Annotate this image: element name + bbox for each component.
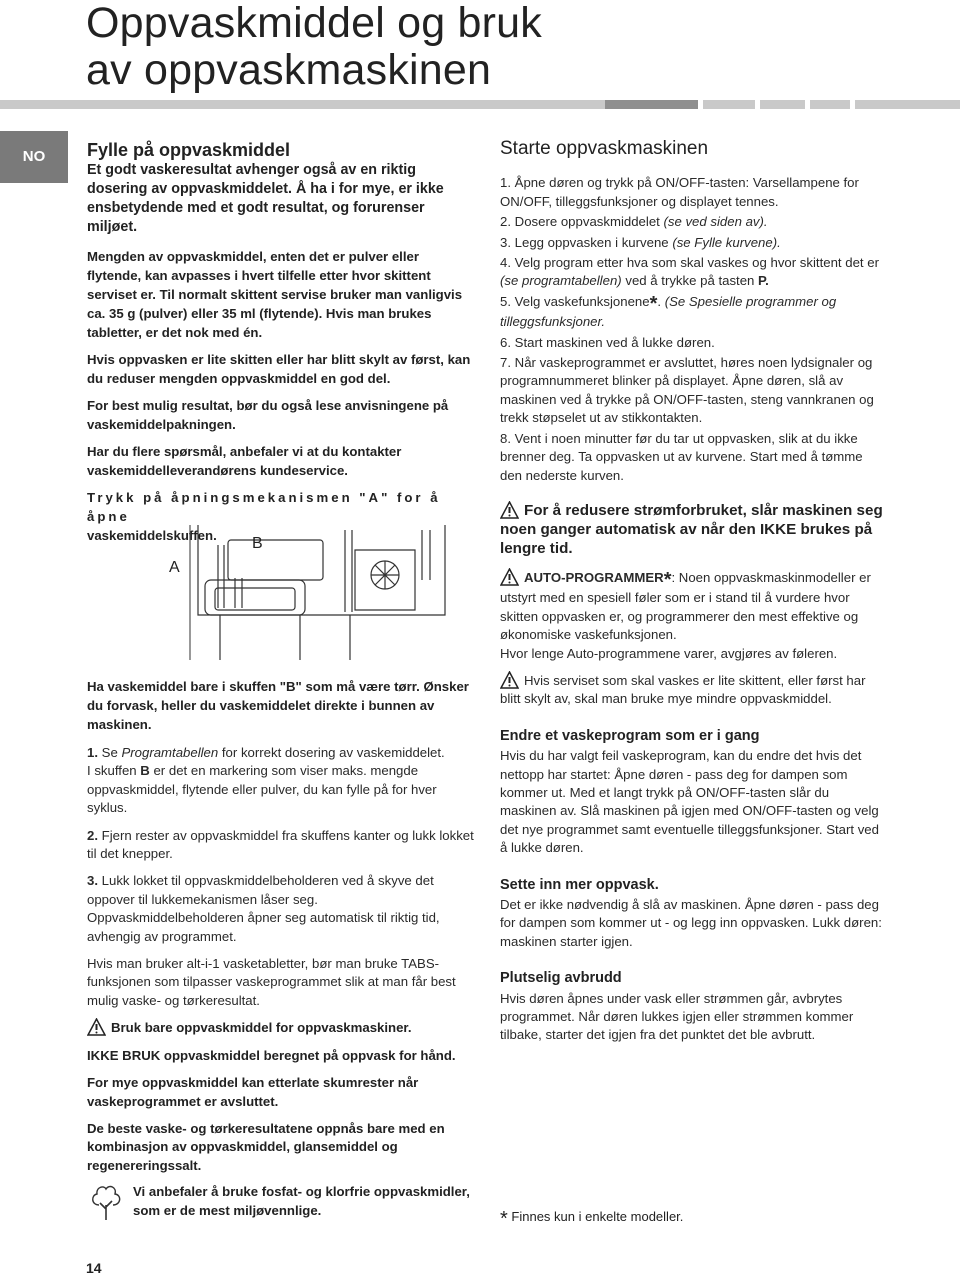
warning-2: IKKE BRUK oppvaskmiddel beregnet på oppvask for hånd. (87, 1047, 456, 1063)
start-steps-list (500, 174, 888, 485)
warning-icon (500, 568, 519, 586)
change-program-text: Hvis du har valgt feil vaskeprogram, kan du endre det hvis det nettopp har startet: Åpne døren - pass deg for dampen som kommer ut. Med et langt trykk på ON/OFF-tasten slår du maskinen av. Slå maskinen på igjen med ON/OFF-tasten og velg det nye programmet samt eventuelle tilleggsfunksjoner. Start ved å lukke døren. (500, 748, 879, 856)
dosage-text: Mengden av oppvaskmiddel, enten det er pulver eller flytende, kan avpasses i hvert tilfelle etter hvor skittent serviset er. Til normalt skittent servise bruker man vanligvis ca. 35 g (pulver) eller 35 ml (flytende). Hvis man brukes tabletter, er det nok med én. (87, 249, 463, 340)
step-3: 3. Lukk lokket til oppvaskmiddelbeholderen ved å skyve det oppover til lukkemekanismen låser seg. (87, 873, 434, 907)
page-number: 14 (86, 1260, 102, 1276)
detergent-dispenser-diagram (160, 520, 460, 660)
start-step: 8. Vent i noen minutter før du tar ut oppvasken, slik at du ikke brenner deg. Ta oppvasken ut av kurvene. Start med å tømme den nederste kurven. (500, 430, 863, 483)
start-step: 7. Når vaskeprogrammet er avsluttet, høres noen lydsignaler og programnummeret blinker på displayet. Åpne døren, slå av maskinen ved å trykke på ON/OFF-tasten, steng vannkranen og trekk støpselet ut av stikkontakten. (500, 355, 874, 426)
start-step: 3. Legg oppvasken i kurvene (se Fylle kurvene). (500, 234, 781, 250)
section-heading-fill-detergent: Fylle på oppvaskmiddel (87, 140, 291, 160)
reduce-text: Hvis oppvasken er lite skitten eller har blitt skylt av først, kan du reduser mengden oppvaskmiddel en god del. (87, 352, 471, 386)
section-heading-start: Starte oppvaskmaskinen (500, 138, 709, 159)
step-2: 2. Fjern rester av oppvaskmiddel fra skuffens kanter og lukk lokket til det knepper. (87, 827, 474, 862)
add-dishes-text: Det er ikke nødvendig å slå av maskinen. Åpne døren - pass deg for dampen som kommer ut - og legg inn oppvasken. Lukk døren: maskinen starter igjen. (500, 897, 882, 949)
warning-1: Bruk bare oppvaskmiddel for oppvaskmaskiner. (87, 1018, 474, 1037)
label-b: B (252, 535, 263, 552)
section-heading-interruption: Plutselig avbrudd (500, 970, 622, 987)
section-heading-change-program: Endre et vaskeprogram som er i gang (500, 727, 760, 744)
left-column-lower (87, 677, 474, 1220)
warning-3: For mye oppvaskmiddel kan etterlate skumrester når vaskeprogrammet er avsluttet. (87, 1075, 419, 1109)
label-a: A (169, 559, 180, 576)
footnote: * Finnes kun i enkelte modeller. (500, 1208, 684, 1230)
language-tab: NO (0, 131, 68, 183)
instructions-text: For best mulig resultat, bør du også lese anvisningene på vaskemiddelpakningen. (87, 398, 449, 432)
section-heading-add-dishes: Sette inn mer oppvask. (500, 876, 659, 893)
start-step: 1. Åpne døren og trykk på ON/OFF-tasten: Varsellampene for ON/OFF, tilleggsfunksjoner og displayet tennes. (500, 175, 859, 209)
start-step: 6. Start maskinen ved å lukke døren. (500, 334, 715, 350)
drawer-b-text: Ha vaskemiddel bare i skuffen "B" som må være tørr. Ønsker du forvask, heller du vaskemiddelet direkte i bunnen av maskinen. (87, 679, 469, 732)
open-drawer-text: Trykk på åpningsmekanismen "A" for å åpne vaskemiddelskuffen. (87, 490, 441, 543)
start-step: 2. Dosere oppvaskmiddelet (se ved siden av). (500, 214, 768, 230)
energy-warning: For å redusere strømforbruket, slår maskinen seg noen ganger automatisk av når den IKKE brukes på lengre tid. (500, 501, 883, 557)
right-column (500, 140, 888, 1045)
left-column (87, 140, 474, 545)
eco-note: Vi anbefaler å bruke fosfat- og klorfrie oppvaskmidler, som er de mest miljøvennlige. (87, 1183, 474, 1220)
auto-programs: AUTO-PROGRAMMER*: Noen oppvaskmaskinmodeller er utstyrt med en spesiell føler som er i stand til å vurdere hvor skitten oppvasken er, og programmerer den mest effektive og økonomiske vaskefunksjonen. (500, 568, 871, 643)
auto-duration: Hvor lenge Auto-programmene varer, avgjøres av føleren. (500, 645, 838, 661)
warning-icon (500, 501, 519, 519)
tabs-text: Hvis man bruker alt-i-1 vasketabletter, bør man bruke TABS-funksjonen som tilpasser vaskeprogrammet slik at man får best mulig vaske- og tørkeresultat. (87, 956, 456, 1008)
intro-text: Et godt vaskeresultat avhenger også av en riktig dosering av oppvaskmiddelet. Å ha i for mye, er ikke ensbetydende med et godt resultat, og forurenser miljøet. (87, 162, 444, 235)
warning-icon (87, 1018, 106, 1036)
start-step: 4. Velg program etter hva som skal vaskes og hvor skittent det er (se programtabellen) ved å trykke på tasten P. (500, 255, 879, 289)
contact-text: Har du flere spørsmål, anbefaler vi at du kontakter vaskemiddelleverandørens kundeservice. (87, 444, 402, 478)
step-3-detail: Oppvaskmiddelbeholderen åpner seg automatisk til riktig tid, avhengig av programmet. (87, 910, 440, 944)
step-1-detail: I skuffen B er det en markering som viser maks. mengde oppvaskmiddel, flytende eller pulver, du kan fylle på for hver syklus. (87, 763, 437, 816)
lightly-soiled-note: Hvis serviset som skal vaskes er lite skittent, eller først har blitt skylt av, skal man bruke mye mindre oppvaskmiddel. (500, 672, 866, 707)
page-title: Oppvaskmiddel og bruk av oppvaskmaskinen (86, 0, 542, 94)
warning-icon (500, 671, 519, 689)
step-1: 1. Se Programtabellen for korrekt dosering av vaskemiddelet. (87, 745, 445, 760)
warning-4: De beste vaske- og tørkeresultatene oppnås bare med en kombinasjon av oppvaskmiddel, glansemiddel og regenereringssalt. (87, 1120, 445, 1173)
interruption-text: Hvis døren åpnes under vask eller strømmen går, avbrytes programmet. Når døren lukkes igjen eller strømmen kommer tilbake, starter det igjen fra det punktet det ble avbrutt. (500, 990, 854, 1043)
tree-icon (89, 1183, 123, 1221)
start-step: 5. Velg vaskefunksjonene*. (Se Spesielle programmer og tilleggsfunksjoner. (500, 292, 837, 330)
